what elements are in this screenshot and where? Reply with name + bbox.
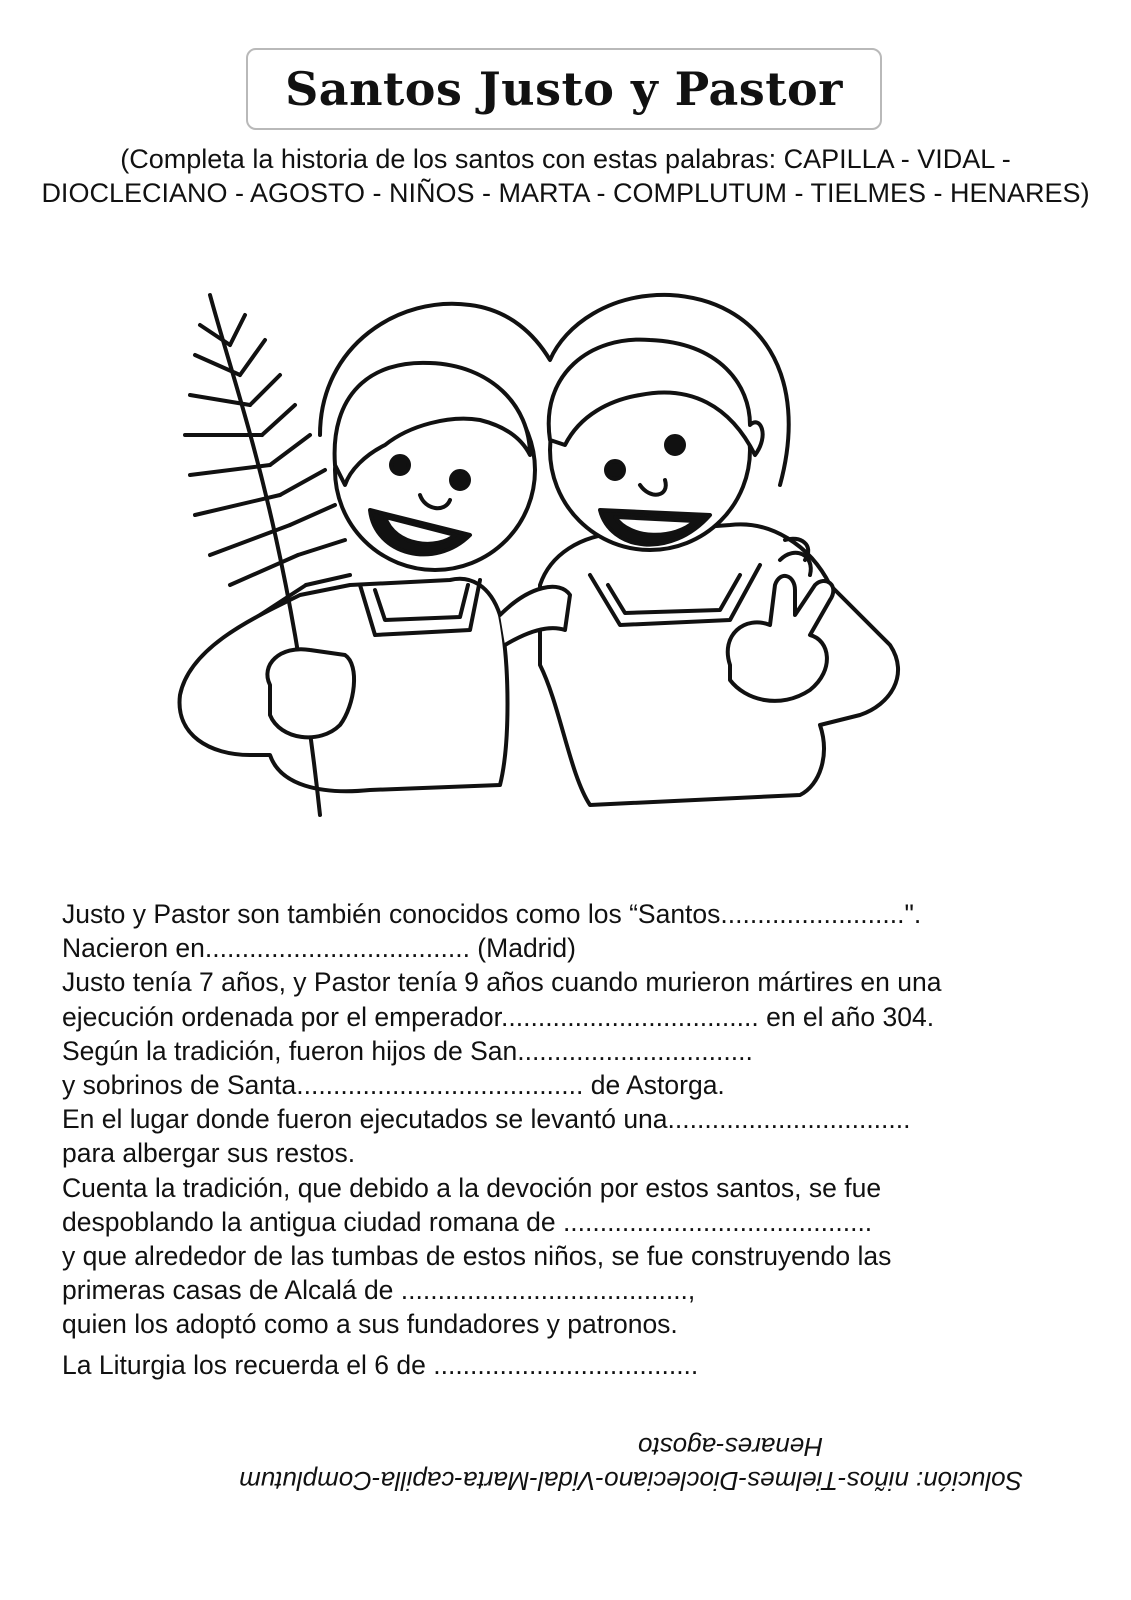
solution-line-2: Henares-agosto [638,1432,823,1462]
solution-line-1: Solución: niños-Tielmes-Diocleciano-Vidal-Marta-capilla-Complutum [239,1466,1023,1496]
story-line: quien los adoptó como a sus fundadores y patronos. [62,1309,678,1340]
story-line: Según la tradición, fueron hijos de San................................ [62,1035,753,1066]
story-line: para albergar sus restos. [62,1138,356,1169]
story-line: Justo y Pastor son también conocidos como los “Santos.........................". [62,899,922,929]
title-box [246,48,882,130]
story-line: Nacieron en.................................... (Madrid) [62,933,576,964]
solution-upside-down [90,1430,1041,1498]
page-title: Santos Justo y Pastor [285,62,843,116]
instructions: (Completa la historia de los santos con estas palabras: CAPILLA - VIDAL - DIOCLECIANO - AGOSTO - NIÑOS - MARTA - COMPLUTUM - TIELMES - HENARES) [41,144,1090,208]
story-line: Cuenta la tradición, que debido a la devoción por estos santos, se fue [62,1172,882,1203]
story-line: despoblando la antigua ciudad romana de .......................................... [62,1206,873,1237]
story-line: y que alrededor de las tumbas de estos niños, se fue construyendo las [62,1241,892,1272]
two-saints-cartoon-icon [170,285,930,855]
story-line: primeras casas de Alcalá de ......................................., [62,1275,696,1306]
story-line: ejecución ordenada por el emperador................................... en el año 304. [62,1001,935,1032]
story-line: En el lugar donde fueron ejecutados se levantó una................................. [62,1104,911,1135]
story-text [62,897,1102,1382]
story-line: Justo tenía 7 años, y Pastor tenía 9 años cuando murieron mártires en una [62,967,942,998]
story-line: La Liturgia los recuerda el 6 de .................................... [62,1349,699,1380]
story-line: y sobrinos de Santa....................................... de Astorga. [62,1070,725,1101]
